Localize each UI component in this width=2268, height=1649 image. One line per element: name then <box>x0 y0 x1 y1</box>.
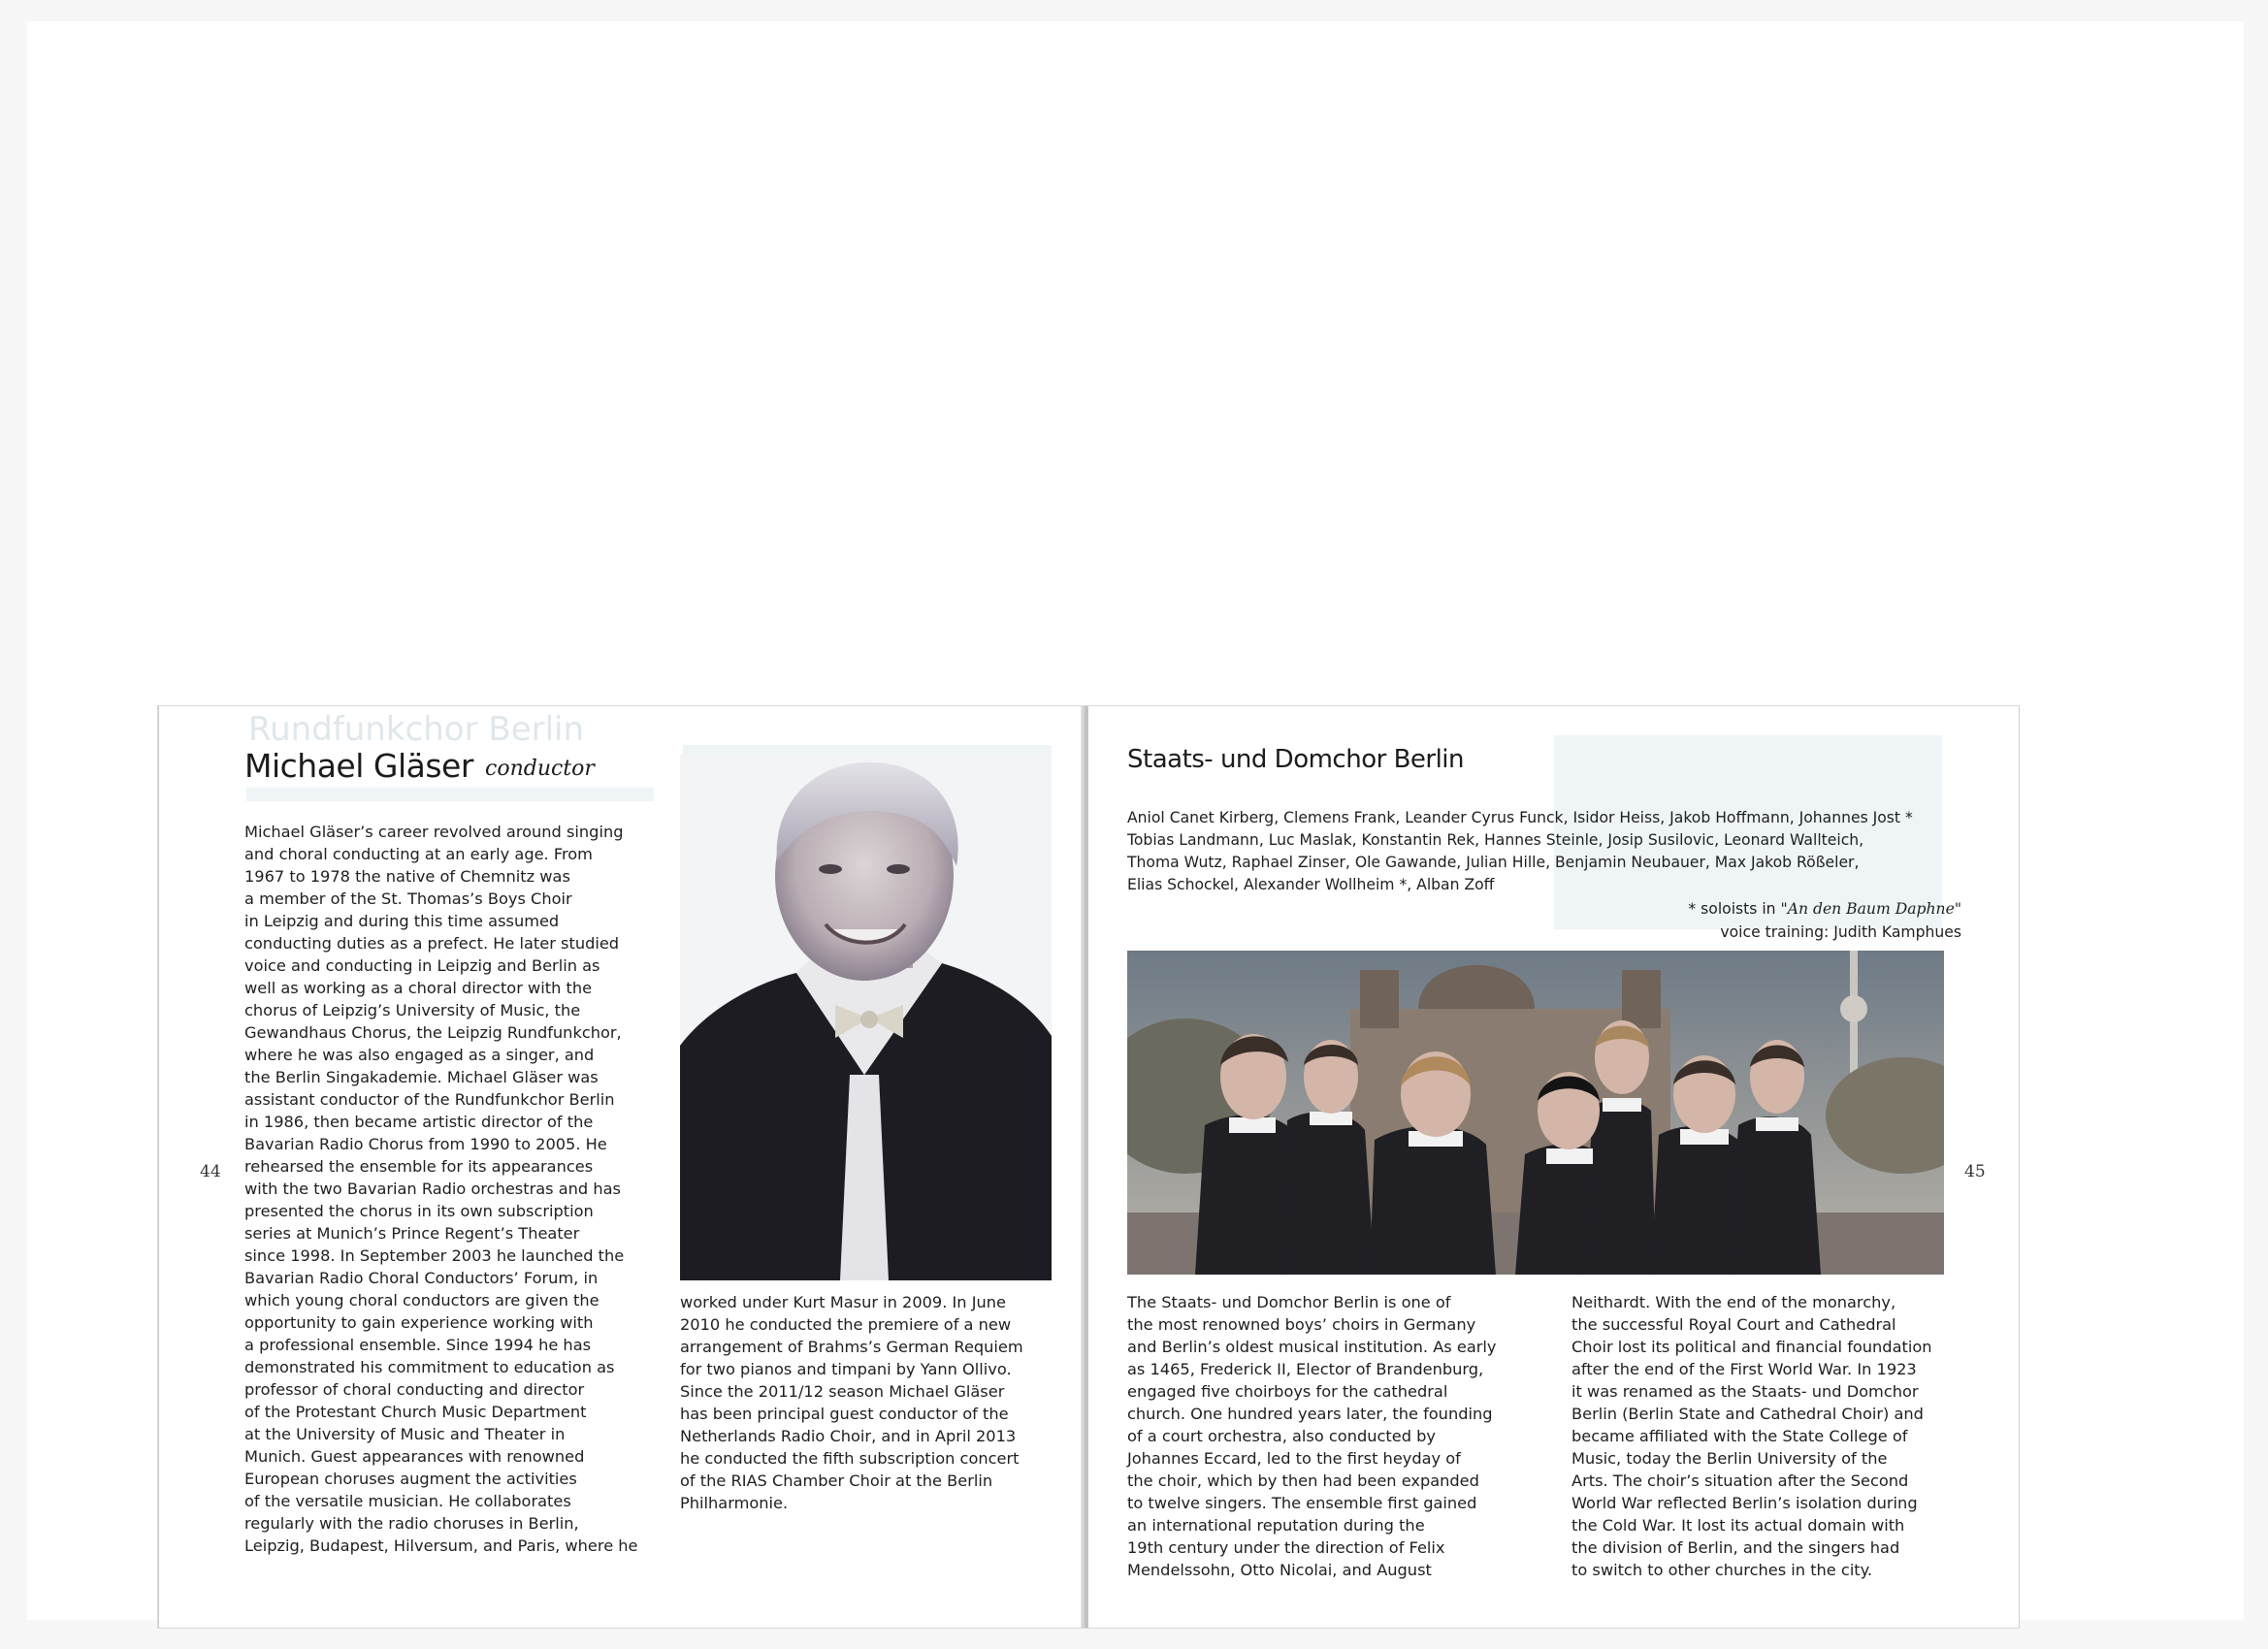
bio-line: voice and conducting in Leipzig and Berlin as <box>244 956 600 975</box>
choir-history-column-2 <box>1571 1291 1960 1581</box>
bio-line: at the University of Music and Theater in <box>244 1425 566 1443</box>
history-line: became affiliated with the State College of <box>1571 1427 1908 1445</box>
role-label: conductor <box>485 757 595 781</box>
bio-line: a professional ensemble. Since 1994 he has <box>244 1336 592 1354</box>
bio-line: series at Munich’s Prince Regent’s Theater <box>244 1224 580 1243</box>
bio-line: with the two Bavarian Radio orchestras and has <box>244 1180 621 1198</box>
bio-line: professor of choral conducting and director <box>244 1380 585 1399</box>
voice-training: voice training: Judith Kamphues <box>1720 923 1961 941</box>
choir-history-column-1 <box>1127 1291 1515 1581</box>
bio-line: demonstrated his commitment to education as <box>244 1358 615 1376</box>
booklet-spread <box>158 706 2019 1628</box>
bio-line: since 1998. In September 2003 he launched the <box>244 1246 625 1265</box>
history-line: of a court orchestra, also conducted by <box>1127 1427 1436 1445</box>
bio-line: which young choral conductors are given the <box>244 1291 599 1310</box>
bio-line: Philharmonie. <box>680 1494 789 1512</box>
bio-line: a member of the St. Thomas’s Boys Choir <box>244 889 572 908</box>
history-line: church. One hundred years later, the founding <box>1127 1405 1493 1423</box>
bio-line: in 1986, then became artistic director of the <box>244 1113 594 1131</box>
history-line: after the end of the First World War. In 1923 <box>1571 1360 1917 1378</box>
bio-line: rehearsed the ensemble for its appearances <box>244 1157 594 1176</box>
history-line: the successful Royal Court and Cathedral <box>1571 1315 1896 1334</box>
bio-line: conducting duties as a prefect. He later studied <box>244 934 620 953</box>
bio-line: 2010 he conducted the premiere of a new <box>680 1315 1012 1334</box>
member-line: Tobias Landmann, Luc Maslak, Konstantin Rek, Hannes Steinle, Josip Susilovic, Leonard Wallteich, <box>1127 831 1864 849</box>
history-line: Music, today the Berlin University of the <box>1571 1449 1888 1468</box>
history-line: to twelve singers. The ensemble first gained <box>1127 1494 1477 1512</box>
history-line: Berlin (Berlin State and Cathedral Choir) and <box>1571 1405 1924 1423</box>
bio-line: regularly with the radio choruses in Berlin, <box>244 1514 579 1533</box>
page-number-right: 45 <box>1964 1162 1986 1181</box>
history-line: Choir lost its political and financial foundation <box>1571 1338 1932 1356</box>
portrait-illustration <box>680 755 1052 1280</box>
bio-line: chorus of Leipzig’s University of Music, the <box>244 1001 581 1019</box>
page-44 <box>158 706 1085 1628</box>
bio-line: Since the 2011/12 season Michael Gläser <box>680 1382 1005 1401</box>
history-line: Arts. The choir’s situation after the Second <box>1571 1471 1909 1490</box>
bio-line: worked under Kurt Masur in 2009. In June <box>680 1293 1006 1311</box>
conductor-portrait <box>680 755 1052 1280</box>
bio-line: in Leipzig and during this time assumed <box>244 912 560 930</box>
history-line: an international reputation during the <box>1127 1516 1425 1535</box>
bio-line: well as working as a choral director with the <box>244 979 593 997</box>
choir-photo-frame <box>1127 951 1944 1275</box>
bio-line: Bavarian Radio Choral Conductors’ Forum, in <box>244 1269 599 1287</box>
bio-line: where he was also engaged as a singer, and <box>244 1046 595 1064</box>
bio-line: arrangement of Brahms’s German Requiem <box>680 1338 1023 1356</box>
bio-line: presented the chorus in its own subscription <box>244 1202 594 1220</box>
ghost-panel-2 <box>246 788 654 801</box>
history-line: the choir, which by then had been expanded <box>1127 1471 1479 1490</box>
history-line: 19th century under the direction of Felix <box>1127 1538 1445 1557</box>
bio-line: of the versatile musician. He collaborates <box>244 1492 571 1510</box>
history-line: the division of Berlin, and the singers had <box>1571 1538 1900 1557</box>
ghost-heading: Rundfunkchor Berlin <box>248 710 585 749</box>
bio-line: Michael Gläser’s career revolved around singing <box>244 823 624 841</box>
bio-column-2 <box>680 1291 1068 1514</box>
history-line: and Berlin’s oldest musical institution. As early <box>1127 1338 1497 1356</box>
bio-line: of the RIAS Chamber Choir at the Berlin <box>680 1471 993 1490</box>
choir-photo-illustration <box>1127 951 1944 1275</box>
history-line: the Cold War. It lost its actual domain with <box>1571 1516 1905 1535</box>
history-line: Mendelssohn, Otto Nicolai, and August <box>1127 1561 1432 1579</box>
page-number-left: 44 <box>200 1162 221 1181</box>
member-line: Thoma Wutz, Raphael Zinser, Ole Gawande, Julian Hille, Benjamin Neubauer, Max Jakob Rößeler, <box>1127 854 1860 871</box>
bio-line: European choruses augment the activities <box>244 1470 577 1488</box>
bio-line: and choral conducting at an early age. From <box>244 845 593 863</box>
choir-title: Staats- und Domchor Berlin <box>1127 745 1465 774</box>
bio-line: 1967 to 1978 the native of Chemnitz was <box>244 867 570 886</box>
page-45 <box>1088 706 2020 1628</box>
bio-line: for two pianos and timpani by Yann Ollivo. <box>680 1360 1012 1378</box>
history-line: it was renamed as the Staats- und Domchor <box>1571 1382 1919 1401</box>
bio-line: Leipzig, Budapest, Hilversum, and Paris, where he <box>244 1536 638 1555</box>
history-line: as 1465, Frederick II, Elector of Brandenburg, <box>1127 1360 1484 1378</box>
choir-members <box>1127 807 1961 896</box>
bio-column-1 <box>244 821 691 1557</box>
bio-line: Bavarian Radio Chorus from 1990 to 2005. He <box>244 1135 607 1153</box>
history-line: to switch to other churches in the city. <box>1571 1561 1873 1579</box>
bio-line: the Berlin Singakademie. Michael Gläser was <box>244 1068 599 1086</box>
history-line: engaged five choirboys for the cathedral <box>1127 1382 1448 1401</box>
history-line: Johannes Eccard, led to the first heyday of <box>1127 1449 1461 1468</box>
bio-line: Netherlands Radio Choir, and in April 2013 <box>680 1427 1017 1445</box>
bio-line: has been principal guest conductor of the <box>680 1405 1009 1423</box>
history-line: The Staats- und Domchor Berlin is one of <box>1127 1293 1451 1311</box>
bio-line: he conducted the fifth subscription concert <box>680 1449 1020 1468</box>
page-title: Michael Gläser <box>244 747 473 785</box>
history-line: World War reflected Berlin’s isolation during <box>1571 1494 1918 1512</box>
bio-line: of the Protestant Church Music Department <box>244 1403 587 1421</box>
choir-group-photo <box>1127 951 1944 1275</box>
soloists-prefix: * soloists in <box>1688 900 1781 918</box>
member-line: Aniol Canet Kirberg, Clemens Frank, Leander Cyrus Funck, Isidor Heiss, Jakob Hoffmann, Johannes Jost * <box>1127 809 1913 826</box>
soloists-work: "An den Baum Daphne" <box>1780 900 1961 918</box>
bio-line: assistant conductor of the Rundfunkchor Berlin <box>244 1090 615 1109</box>
bio-line: Gewandhaus Chorus, the Leipzig Rundfunkchor, <box>244 1023 622 1042</box>
bio-line: opportunity to gain experience working with <box>244 1313 594 1332</box>
bio-line: Munich. Guest appearances with renowned <box>244 1447 585 1466</box>
history-line: Neithardt. With the end of the monarchy, <box>1571 1293 1896 1311</box>
history-line: the most renowned boys’ choirs in Germany <box>1127 1315 1476 1334</box>
member-line: Elias Schockel, Alexander Wollheim *, Alban Zoff <box>1127 876 1495 893</box>
soloists-note <box>1554 898 1961 921</box>
